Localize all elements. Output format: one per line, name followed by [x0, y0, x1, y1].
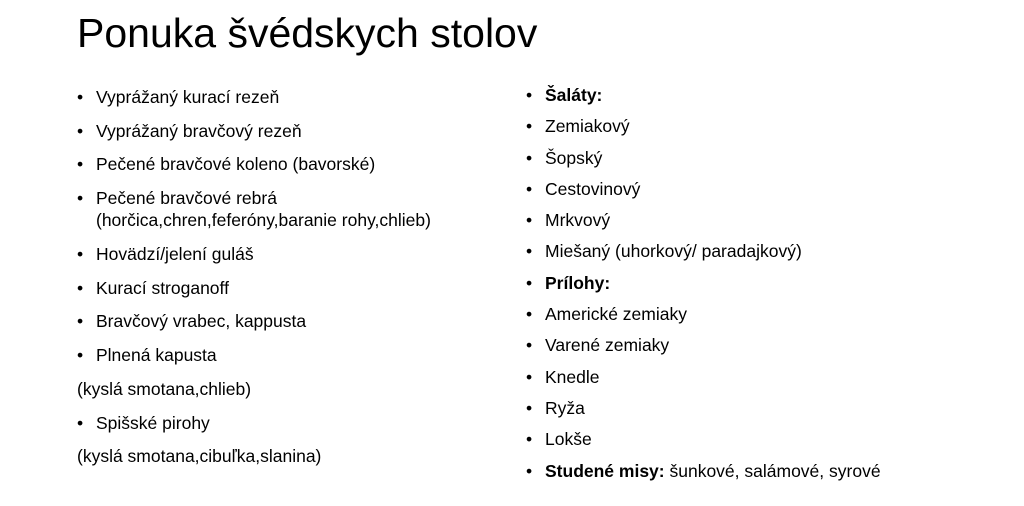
item-text: Mrkvový: [545, 210, 611, 231]
bullet-icon: •: [77, 345, 84, 366]
list-item: [77, 412, 507, 434]
item-text: Vyprážaný bravčový rezeň: [96, 120, 302, 141]
item-note: [77, 378, 507, 400]
bullet-icon: •: [526, 116, 533, 137]
cold-platters-item: [526, 460, 996, 482]
item-text: Varené zemiaky: [545, 335, 670, 356]
list-item: [526, 334, 996, 356]
bullet-icon: •: [526, 272, 533, 293]
main-dishes-list: [77, 86, 507, 479]
list-item: [526, 240, 996, 262]
item-note: [77, 445, 507, 467]
item-text: Pečené bravčové koleno (bavorské): [96, 154, 376, 175]
list-item: [526, 428, 996, 450]
bullet-icon: •: [77, 87, 84, 107]
list-item: [77, 277, 507, 299]
item-text: Spišské pirohy: [96, 412, 210, 433]
bullet-icon: •: [526, 241, 533, 262]
section-heading: [526, 84, 996, 106]
item-note: (horčica,chren,feferóny,baranie rohy,chlieb): [96, 210, 431, 231]
item-text: Zemiakový: [545, 116, 630, 137]
list-item: [526, 147, 996, 169]
item-text: šunkové, salámové, syrové: [664, 460, 881, 481]
bullet-icon: •: [526, 210, 533, 231]
bullet-icon: •: [526, 304, 533, 325]
bullet-icon: •: [526, 397, 533, 418]
item-text: Šopský: [545, 147, 603, 168]
item-note-text: (kyslá smotana,chlieb): [77, 378, 252, 399]
bullet-icon: •: [526, 335, 533, 356]
list-item: [526, 397, 996, 419]
section-heading-text: Studené misy:: [545, 460, 665, 481]
list-item: [526, 366, 996, 388]
item-text: Vyprážaný kurací rezeň: [96, 87, 280, 107]
section-heading-text: Prílohy:: [545, 272, 611, 293]
section-heading-text: Šaláty:: [545, 85, 603, 105]
section-heading: [526, 272, 996, 294]
item-text: Lokše: [545, 429, 592, 450]
list-item: [526, 303, 996, 325]
list-item: [77, 153, 507, 175]
bullet-icon: •: [77, 188, 84, 209]
slide-title: Ponuka švédskych stolov: [77, 10, 538, 56]
item-text: Knedle: [545, 366, 600, 387]
item-text: Miešaný (uhorkový/ paradajkový): [545, 241, 802, 262]
sides-list: [526, 84, 996, 491]
list-item: [77, 310, 507, 332]
bullet-icon: •: [526, 429, 533, 450]
item-text: Ryža: [545, 397, 585, 418]
item-text: Plnená kapusta: [96, 345, 217, 366]
bullet-icon: •: [526, 366, 533, 387]
bullet-icon: •: [77, 120, 84, 141]
list-item: [77, 243, 507, 265]
list-item: [77, 344, 507, 366]
list-item: [77, 86, 507, 108]
item-text: Pečené bravčové rebrá: [96, 188, 277, 209]
bullet-icon: •: [77, 244, 84, 265]
item-text: Americké zemiaky: [545, 304, 687, 325]
bullet-icon: •: [77, 277, 84, 298]
item-text: Kurací stroganoff: [96, 277, 229, 298]
list-item: [526, 115, 996, 137]
item-note-text: (kyslá smotana,cibuľka,slanina): [77, 446, 322, 467]
bullet-icon: •: [77, 412, 84, 433]
bullet-icon: •: [526, 460, 533, 481]
list-item: [77, 187, 507, 231]
bullet-icon: •: [526, 178, 533, 199]
list-item: [526, 209, 996, 231]
list-item: [526, 178, 996, 200]
bullet-icon: •: [77, 311, 84, 332]
bullet-icon: •: [526, 147, 533, 168]
item-text: Hovädzí/jelení guláš: [96, 244, 254, 265]
item-text: Cestovinový: [545, 178, 641, 199]
list-item: [77, 120, 507, 142]
bullet-icon: •: [526, 85, 533, 105]
bullet-icon: •: [77, 154, 84, 175]
item-text: Bravčový vrabec, kappusta: [96, 311, 307, 332]
